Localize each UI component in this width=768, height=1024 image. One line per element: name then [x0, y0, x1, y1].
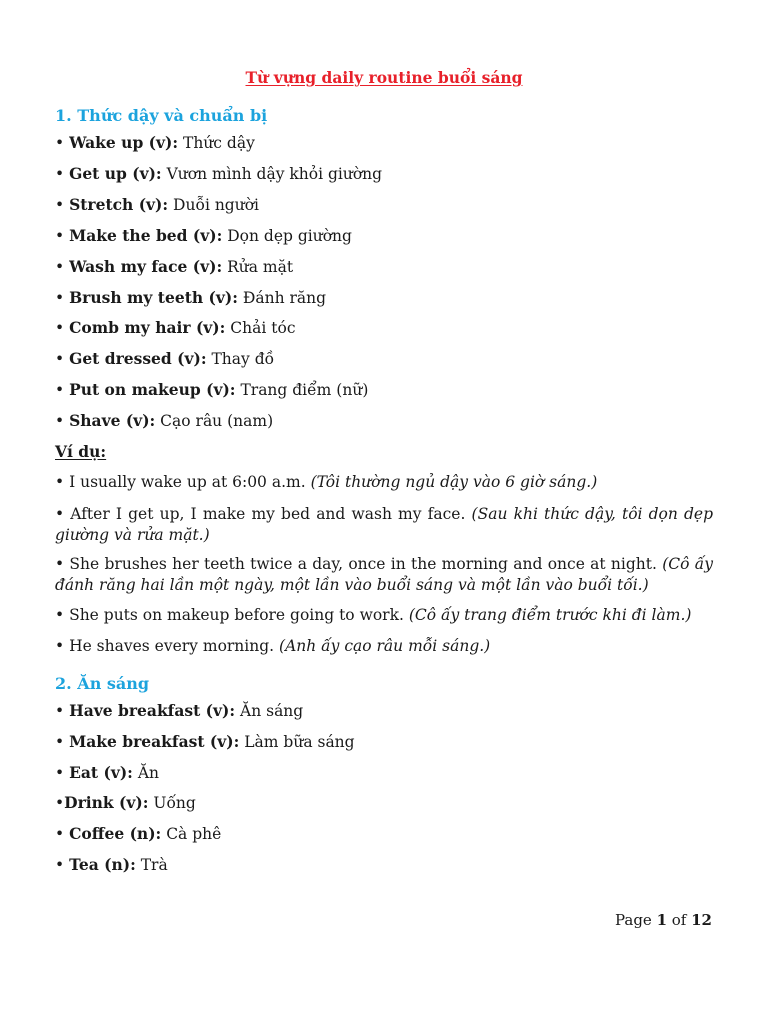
- example-sentence: [55, 554, 713, 596]
- example-sentence: [55, 472, 713, 493]
- vocab-item: [55, 379, 713, 401]
- vocab-item: [55, 287, 713, 309]
- vocab-meaning: Chải tóc: [225, 319, 296, 337]
- examples-label: Ví dụ:: [55, 442, 107, 461]
- vocab-meaning: Uống: [148, 794, 196, 812]
- bullet: •: [55, 764, 70, 782]
- example-translation: (Cô ấy đánh răng hai lần một ngày, một lần vào buổi sáng và một lần vào buổi tối.): [55, 555, 714, 594]
- vocab-term: Make breakfast (v):: [69, 732, 240, 751]
- example-sentence: [55, 605, 713, 626]
- page-current: 1: [656, 911, 667, 929]
- vocab-item: [55, 700, 713, 722]
- vocab-item: [55, 256, 713, 278]
- vocab-meaning: Thay đồ: [206, 350, 275, 368]
- vocab-item: [55, 792, 713, 814]
- example-text: • I usually wake up at 6:00 a.m.: [55, 473, 311, 491]
- page-number: [615, 911, 712, 929]
- page-of-label: of: [667, 911, 692, 929]
- bullet: •: [55, 258, 70, 276]
- vocab-term: Have breakfast (v):: [69, 701, 236, 720]
- vocab-meaning: Cà phê: [161, 825, 222, 843]
- vocab-term: Stretch (v):: [69, 195, 169, 214]
- bullet: •: [55, 794, 65, 812]
- bullet: •: [55, 165, 70, 183]
- vocab-meaning: Đánh răng: [237, 289, 327, 307]
- vocab-meaning: Làm bữa sáng: [239, 733, 355, 751]
- vocab-item: [55, 348, 713, 370]
- example-translation: (Tôi thường ngủ dậy vào 6 giờ sáng.): [310, 473, 598, 491]
- vocab-item: [55, 731, 713, 753]
- vocab-item: [55, 410, 713, 432]
- bullet: •: [55, 319, 70, 337]
- vocab-meaning: Vươn mình dậy khỏi giường: [161, 165, 383, 183]
- page-label: Page: [614, 911, 657, 929]
- vocab-term: Wake up (v):: [69, 133, 179, 152]
- example-text: • She brushes her teeth twice a day, once in the morning and once at night.: [55, 555, 663, 573]
- vocab-meaning: Dọn dẹp giường: [222, 227, 352, 245]
- example-translation: (Anh ấy cạo râu mỗi sáng.): [279, 637, 491, 655]
- vocab-meaning: Ăn sáng: [235, 702, 304, 720]
- bullet: •: [55, 702, 70, 720]
- bullet: •: [55, 289, 70, 307]
- vocab-term: Brush my teeth (v):: [69, 288, 238, 307]
- vocab-item: [55, 823, 713, 845]
- vocab-meaning: Trà: [135, 856, 168, 874]
- document-title: Từ vựng daily routine buổi sáng: [245, 68, 523, 87]
- example-translation: (Sau khi thức dậy, tôi dọn dẹp giường và rửa mặt.): [55, 505, 714, 544]
- vocab-item: [55, 225, 713, 247]
- vocab-meaning: Trang điểm (nữ): [235, 381, 369, 399]
- vocab-meaning: Thức dậy: [178, 134, 255, 152]
- bullet: •: [55, 412, 70, 430]
- vocab-term: Get dressed (v):: [69, 349, 207, 368]
- vocab-term: Put on makeup (v):: [69, 380, 236, 399]
- bullet: •: [55, 196, 70, 214]
- vocab-item: [55, 163, 713, 185]
- section-heading-wake-up: 1. Thức dậy và chuẩn bị: [55, 106, 268, 125]
- bullet: •: [55, 350, 70, 368]
- vocab-term: Coffee (n):: [69, 824, 162, 843]
- section-heading-breakfast: 2. Ăn sáng: [55, 674, 150, 693]
- example-text: • He shaves every morning.: [55, 637, 280, 655]
- vocab-item: [55, 132, 713, 154]
- vocab-term: Get up (v):: [69, 164, 162, 183]
- vocab-term: Shave (v):: [69, 411, 156, 430]
- vocab-item: [55, 194, 713, 216]
- vocab-term: Comb my hair (v):: [69, 318, 226, 337]
- vocab-meaning: Rửa mặt: [222, 258, 294, 276]
- vocab-meaning: Duỗi người: [168, 196, 260, 214]
- vocab-meaning: Ăn: [132, 764, 159, 782]
- vocab-term: Eat (v):: [69, 763, 133, 782]
- page-total: 12: [691, 911, 712, 929]
- bullet: •: [55, 825, 70, 843]
- example-text: • After I get up, I make my bed and wash my face.: [55, 505, 472, 523]
- vocab-item: [55, 854, 713, 876]
- bullet: •: [55, 733, 70, 751]
- example-translation: (Cô ấy trang điểm trước khi đi làm.): [408, 606, 692, 624]
- vocab-item: [55, 317, 713, 339]
- vocab-term: Make the bed (v):: [69, 226, 223, 245]
- vocab-term: Tea (n):: [69, 855, 136, 874]
- bullet: •: [55, 856, 70, 874]
- example-sentence: [55, 636, 713, 657]
- vocab-term: Wash my face (v):: [69, 257, 223, 276]
- vocab-term: Drink (v):: [64, 793, 149, 812]
- bullet: •: [55, 134, 70, 152]
- example-text: • She puts on makeup before going to work.: [55, 606, 409, 624]
- bullet: •: [55, 381, 70, 399]
- example-sentence: [55, 504, 713, 546]
- bullet: •: [55, 227, 70, 245]
- vocab-meaning: Cạo râu (nam): [155, 412, 274, 430]
- vocab-item: [55, 762, 713, 784]
